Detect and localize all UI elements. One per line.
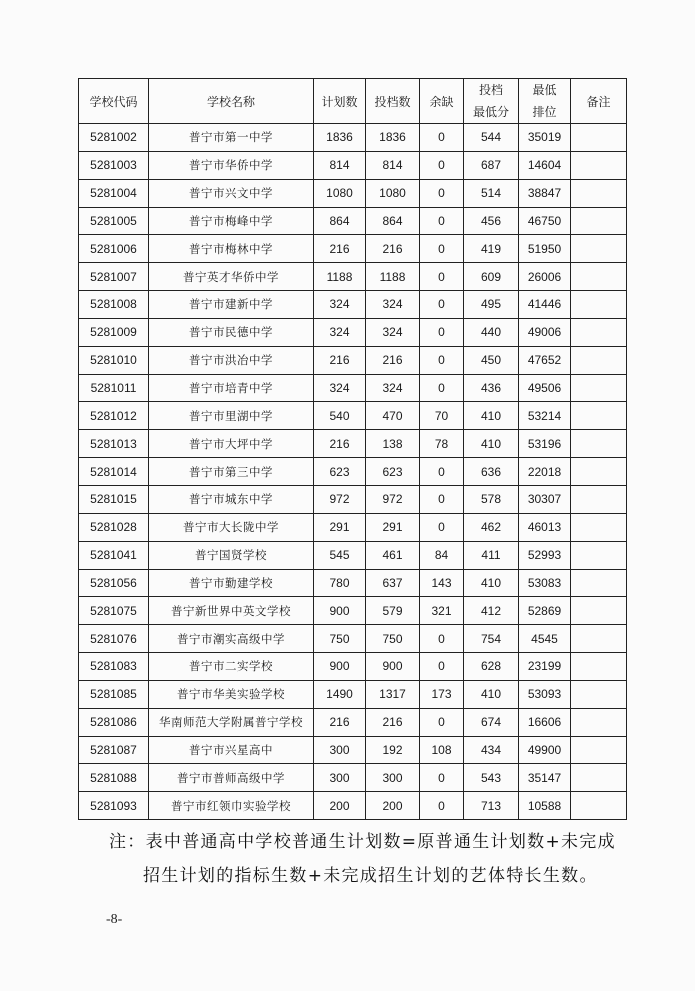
cell-min-score: 456 [464, 207, 519, 235]
cell-plan: 1836 [314, 124, 366, 152]
table-row [79, 569, 627, 597]
cell-remark [571, 736, 627, 764]
cell-min-rank: 49006 [519, 318, 571, 346]
table-row [79, 124, 627, 152]
cell-school-name: 普宁新世界中英文学校 [149, 597, 314, 625]
cell-min-rank: 35147 [519, 764, 571, 792]
cell-min-score: 609 [464, 263, 519, 291]
cell-school-code: 5281007 [79, 263, 149, 291]
header-min-rank-line2: 排位 [532, 105, 557, 119]
cell-plan: 750 [314, 625, 366, 653]
cell-school-name: 普宁市建新中学 [149, 291, 314, 319]
cell-remark [571, 708, 627, 736]
cell-plan: 216 [314, 235, 366, 263]
header-remaining: 余缺 [420, 79, 464, 124]
table-row [79, 513, 627, 541]
cell-plan: 900 [314, 653, 366, 681]
header-remark: 备注 [571, 79, 627, 124]
cell-school-name: 普宁英才华侨中学 [149, 263, 314, 291]
cell-min-rank: 52869 [519, 597, 571, 625]
cell-school-name: 华南师范大学附属普宁学校 [149, 708, 314, 736]
cell-min-score: 450 [464, 346, 519, 374]
cell-min-score: 410 [464, 680, 519, 708]
cell-school-code: 5281085 [79, 680, 149, 708]
header-min-score [464, 79, 519, 124]
cell-remaining: 0 [420, 374, 464, 402]
cell-school-name: 普宁市城东中学 [149, 485, 314, 513]
cell-school-code: 5281076 [79, 625, 149, 653]
cell-remark [571, 485, 627, 513]
cell-min-rank: 47652 [519, 346, 571, 374]
cell-min-rank: 16606 [519, 708, 571, 736]
page-number: -8- [106, 912, 123, 927]
header-min-score-line1: 投档 [478, 83, 503, 97]
cell-min-rank: 10588 [519, 792, 571, 820]
cell-remaining: 321 [420, 597, 464, 625]
cell-school-name: 普宁市大长陇中学 [149, 513, 314, 541]
cell-submitted: 192 [366, 736, 420, 764]
cell-min-rank: 49506 [519, 374, 571, 402]
cell-school-name: 普宁市华侨中学 [149, 151, 314, 179]
table-header-row [79, 79, 627, 124]
cell-min-rank: 51950 [519, 235, 571, 263]
table-body [79, 124, 627, 820]
cell-min-rank: 46750 [519, 207, 571, 235]
cell-min-rank: 52993 [519, 541, 571, 569]
cell-remark [571, 513, 627, 541]
table-row [79, 179, 627, 207]
header-school-code: 学校代码 [79, 79, 149, 124]
cell-min-score: 410 [464, 430, 519, 458]
cell-min-score: 754 [464, 625, 519, 653]
cell-min-rank: 30307 [519, 485, 571, 513]
table-row [79, 597, 627, 625]
cell-submitted: 470 [366, 402, 420, 430]
cell-plan: 200 [314, 792, 366, 820]
cell-remark [571, 179, 627, 207]
table-row [79, 653, 627, 681]
table-row [79, 318, 627, 346]
cell-remark [571, 569, 627, 597]
cell-remark [571, 764, 627, 792]
cell-remark [571, 430, 627, 458]
cell-submitted: 324 [366, 291, 420, 319]
cell-min-score: 578 [464, 485, 519, 513]
table-row [79, 263, 627, 291]
cell-min-rank: 46013 [519, 513, 571, 541]
cell-school-code: 5281086 [79, 708, 149, 736]
table-row [79, 346, 627, 374]
footnote [109, 825, 629, 893]
cell-submitted: 216 [366, 708, 420, 736]
cell-min-score: 436 [464, 374, 519, 402]
cell-school-code: 5281013 [79, 430, 149, 458]
table-row [79, 708, 627, 736]
cell-submitted: 864 [366, 207, 420, 235]
cell-submitted: 900 [366, 653, 420, 681]
cell-plan: 300 [314, 764, 366, 792]
cell-remaining: 173 [420, 680, 464, 708]
cell-school-name: 普宁市民德中学 [149, 318, 314, 346]
cell-remark [571, 124, 627, 152]
cell-min-score: 514 [464, 179, 519, 207]
cell-school-name: 普宁市勤建学校 [149, 569, 314, 597]
cell-remark [571, 653, 627, 681]
cell-school-code: 5281075 [79, 597, 149, 625]
cell-min-score: 674 [464, 708, 519, 736]
cell-remaining: 0 [420, 513, 464, 541]
header-min-rank [519, 79, 571, 124]
cell-min-rank: 41446 [519, 291, 571, 319]
cell-remaining: 0 [420, 207, 464, 235]
cell-plan: 864 [314, 207, 366, 235]
cell-remaining: 0 [420, 291, 464, 319]
cell-plan: 1490 [314, 680, 366, 708]
cell-min-rank: 35019 [519, 124, 571, 152]
cell-remaining: 0 [420, 708, 464, 736]
cell-remark [571, 151, 627, 179]
cell-school-name: 普宁市兴星高中 [149, 736, 314, 764]
cell-submitted: 216 [366, 346, 420, 374]
cell-submitted: 216 [366, 235, 420, 263]
cell-remark [571, 541, 627, 569]
cell-submitted: 300 [366, 764, 420, 792]
cell-remaining: 0 [420, 151, 464, 179]
cell-min-score: 419 [464, 235, 519, 263]
cell-remark [571, 374, 627, 402]
cell-submitted: 623 [366, 458, 420, 486]
table-row [79, 207, 627, 235]
cell-min-score: 713 [464, 792, 519, 820]
cell-min-score: 628 [464, 653, 519, 681]
cell-submitted: 637 [366, 569, 420, 597]
footnote-line2: 招生计划的指标生数+未完成招生计划的艺体特长生数。 [143, 866, 598, 886]
table-row [79, 764, 627, 792]
table-row [79, 736, 627, 764]
cell-school-code: 5281087 [79, 736, 149, 764]
cell-school-code: 5281012 [79, 402, 149, 430]
cell-remaining: 0 [420, 179, 464, 207]
cell-school-name: 普宁市里湖中学 [149, 402, 314, 430]
cell-submitted: 461 [366, 541, 420, 569]
cell-plan: 216 [314, 430, 366, 458]
cell-remark [571, 263, 627, 291]
cell-min-score: 687 [464, 151, 519, 179]
table-row [79, 430, 627, 458]
cell-plan: 623 [314, 458, 366, 486]
cell-school-name: 普宁市潮实高级中学 [149, 625, 314, 653]
cell-plan: 780 [314, 569, 366, 597]
cell-school-code: 5281003 [79, 151, 149, 179]
cell-min-rank: 49900 [519, 736, 571, 764]
cell-plan: 324 [314, 291, 366, 319]
cell-remaining: 108 [420, 736, 464, 764]
header-submitted: 投档数 [366, 79, 420, 124]
cell-min-rank: 23199 [519, 653, 571, 681]
cell-school-code: 5281011 [79, 374, 149, 402]
header-min-score-line2: 最低分 [472, 105, 509, 119]
cell-remaining: 0 [420, 346, 464, 374]
table-row [79, 458, 627, 486]
cell-plan: 814 [314, 151, 366, 179]
cell-min-rank: 26006 [519, 263, 571, 291]
header-min-rank-line1: 最低 [532, 83, 557, 97]
cell-school-name: 普宁市第一中学 [149, 124, 314, 152]
cell-remaining: 78 [420, 430, 464, 458]
cell-min-rank: 22018 [519, 458, 571, 486]
cell-plan: 972 [314, 485, 366, 513]
cell-school-name: 普宁市兴文中学 [149, 179, 314, 207]
cell-school-name: 普宁国贤学校 [149, 541, 314, 569]
table-row [79, 235, 627, 263]
cell-school-code: 5281088 [79, 764, 149, 792]
cell-min-score: 411 [464, 541, 519, 569]
cell-plan: 291 [314, 513, 366, 541]
cell-submitted: 750 [366, 625, 420, 653]
cell-remaining: 0 [420, 318, 464, 346]
cell-min-rank: 53093 [519, 680, 571, 708]
cell-plan: 324 [314, 318, 366, 346]
table-row [79, 151, 627, 179]
cell-plan: 900 [314, 597, 366, 625]
cell-min-score: 440 [464, 318, 519, 346]
cell-remark [571, 402, 627, 430]
cell-school-code: 5281083 [79, 653, 149, 681]
cell-plan: 540 [314, 402, 366, 430]
cell-remaining: 0 [420, 764, 464, 792]
cell-remaining: 0 [420, 653, 464, 681]
cell-remark [571, 458, 627, 486]
cell-remaining: 0 [420, 485, 464, 513]
admission-table [78, 78, 627, 820]
cell-remark [571, 792, 627, 820]
cell-school-code: 5281028 [79, 513, 149, 541]
cell-min-rank: 38847 [519, 179, 571, 207]
header-school-name: 学校名称 [149, 79, 314, 124]
cell-min-rank: 53196 [519, 430, 571, 458]
cell-school-name: 普宁市二实学校 [149, 653, 314, 681]
cell-remark [571, 346, 627, 374]
header-plan: 计划数 [314, 79, 366, 124]
table-row [79, 625, 627, 653]
cell-school-code: 5281093 [79, 792, 149, 820]
cell-remark [571, 318, 627, 346]
cell-submitted: 1836 [366, 124, 420, 152]
admission-table-container [78, 78, 626, 820]
cell-school-code: 5281004 [79, 179, 149, 207]
cell-remaining: 0 [420, 458, 464, 486]
cell-school-code: 5281014 [79, 458, 149, 486]
table-row [79, 541, 627, 569]
cell-remaining: 84 [420, 541, 464, 569]
cell-submitted: 579 [366, 597, 420, 625]
cell-school-code: 5281005 [79, 207, 149, 235]
cell-min-score: 410 [464, 402, 519, 430]
cell-submitted: 972 [366, 485, 420, 513]
cell-remaining: 70 [420, 402, 464, 430]
cell-school-name: 普宁市培青中学 [149, 374, 314, 402]
cell-school-code: 5281006 [79, 235, 149, 263]
cell-remark [571, 597, 627, 625]
cell-remark [571, 235, 627, 263]
cell-remark [571, 680, 627, 708]
cell-min-score: 462 [464, 513, 519, 541]
footnote-line1: 注：表中普通高中学校普通生计划数=原普通生计划数+未完成 [109, 832, 616, 852]
cell-plan: 324 [314, 374, 366, 402]
cell-min-score: 434 [464, 736, 519, 764]
cell-school-code: 5281002 [79, 124, 149, 152]
cell-school-name: 普宁市华美实验学校 [149, 680, 314, 708]
cell-school-name: 普宁市红领巾实验学校 [149, 792, 314, 820]
cell-min-rank: 14604 [519, 151, 571, 179]
cell-plan: 216 [314, 708, 366, 736]
cell-min-score: 412 [464, 597, 519, 625]
cell-submitted: 291 [366, 513, 420, 541]
cell-submitted: 200 [366, 792, 420, 820]
cell-remaining: 143 [420, 569, 464, 597]
cell-min-rank: 53083 [519, 569, 571, 597]
cell-school-name: 普宁市梅林中学 [149, 235, 314, 263]
cell-min-score: 543 [464, 764, 519, 792]
cell-remark [571, 625, 627, 653]
cell-remaining: 0 [420, 625, 464, 653]
table-row [79, 291, 627, 319]
cell-school-code: 5281010 [79, 346, 149, 374]
cell-remark [571, 291, 627, 319]
cell-submitted: 138 [366, 430, 420, 458]
cell-school-name: 普宁市洪冶中学 [149, 346, 314, 374]
cell-submitted: 1080 [366, 179, 420, 207]
cell-school-name: 普宁市大坪中学 [149, 430, 314, 458]
cell-school-code: 5281009 [79, 318, 149, 346]
cell-plan: 1188 [314, 263, 366, 291]
cell-school-code: 5281041 [79, 541, 149, 569]
cell-school-name: 普宁市梅峰中学 [149, 207, 314, 235]
cell-school-code: 5281056 [79, 569, 149, 597]
cell-remaining: 0 [420, 263, 464, 291]
cell-submitted: 1317 [366, 680, 420, 708]
cell-school-name: 普宁市普师高级中学 [149, 764, 314, 792]
cell-submitted: 1188 [366, 263, 420, 291]
table-row [79, 792, 627, 820]
cell-school-name: 普宁市第三中学 [149, 458, 314, 486]
cell-submitted: 324 [366, 374, 420, 402]
cell-min-score: 544 [464, 124, 519, 152]
cell-school-code: 5281015 [79, 485, 149, 513]
cell-plan: 300 [314, 736, 366, 764]
cell-min-rank: 4545 [519, 625, 571, 653]
table-row [79, 680, 627, 708]
cell-min-score: 495 [464, 291, 519, 319]
cell-plan: 1080 [314, 179, 366, 207]
cell-min-score: 636 [464, 458, 519, 486]
cell-plan: 545 [314, 541, 366, 569]
cell-min-rank: 53214 [519, 402, 571, 430]
cell-remark [571, 207, 627, 235]
table-row [79, 374, 627, 402]
table-row [79, 485, 627, 513]
cell-school-code: 5281008 [79, 291, 149, 319]
cell-plan: 216 [314, 346, 366, 374]
cell-remaining: 0 [420, 792, 464, 820]
cell-min-score: 410 [464, 569, 519, 597]
table-row [79, 402, 627, 430]
cell-submitted: 324 [366, 318, 420, 346]
cell-remaining: 0 [420, 235, 464, 263]
cell-remaining: 0 [420, 124, 464, 152]
cell-submitted: 814 [366, 151, 420, 179]
